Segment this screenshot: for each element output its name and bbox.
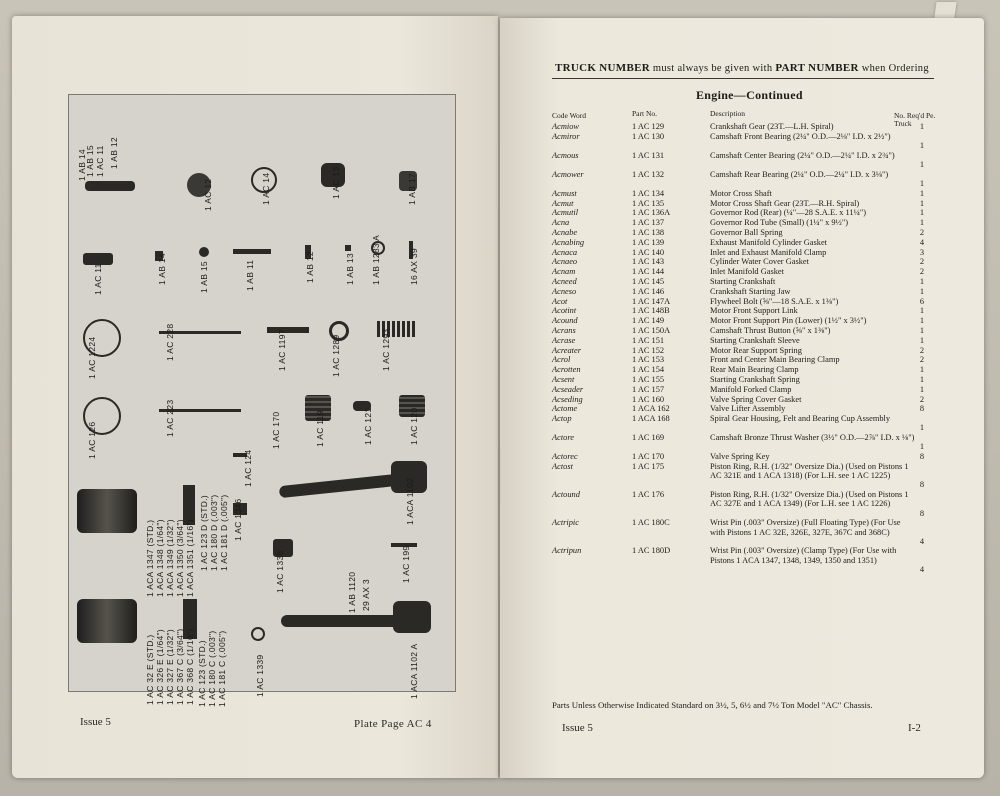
table-row xyxy=(552,326,924,336)
table-row xyxy=(552,546,924,574)
code-word-cell: Actost xyxy=(552,461,573,471)
code-word-cell: Actop xyxy=(552,414,572,424)
header-rule xyxy=(552,78,934,79)
plate-part-label: 1 AC 32 E (STD.) xyxy=(145,634,155,705)
quantity-cell: 2 xyxy=(919,267,924,277)
table-row xyxy=(552,248,924,258)
part-number-cell: 1 AC 152 xyxy=(632,345,665,355)
section-title: Engine—Continued xyxy=(696,88,803,102)
description-cell: Rear Main Bearing Clamp xyxy=(710,365,799,375)
description-cell: Motor Rear Support Spring xyxy=(710,345,802,355)
code-word-cell: Acseader xyxy=(552,384,584,394)
quantity-cell: 2 xyxy=(919,345,924,355)
table-row xyxy=(552,452,924,462)
plate-part-label: 1 AC 223 xyxy=(165,399,175,437)
description-cell: Inlet Manifold Gasket xyxy=(710,267,784,277)
plate-part-label: 1 ACA 1349 (1/32") xyxy=(165,519,175,597)
table-row xyxy=(552,518,924,546)
part-number-cell: 1 AC 137 xyxy=(632,218,665,228)
code-word-cell: Acmust xyxy=(552,188,577,198)
description-cell: Manifold Forked Clamp xyxy=(710,384,792,394)
plate-part-label: 1 ACA 1102 xyxy=(405,477,415,525)
table-row xyxy=(552,490,924,518)
plate-part-label: 1 AC 180 D (.003") xyxy=(209,494,219,571)
code-word-cell: Acnabe xyxy=(552,227,578,237)
table-row xyxy=(552,189,924,199)
part-number-cell: 1 AC 145 xyxy=(632,276,665,286)
description-cell: Starting Crankshaft Sleeve xyxy=(710,335,800,345)
quantity-cell: 1 xyxy=(919,198,924,208)
description-cell: Wrist Pin (.003" Oversize) (Full Floating Type) (For Use with Pistons 1 AC 32E, 326E, 327E, 367C and 368C) xyxy=(710,518,901,537)
description-cell: Motor Cross Shaft Gear (23T.—R.H. Spiral) xyxy=(710,198,860,208)
plate-part-label: 1 AC 1289 xyxy=(331,334,341,377)
piston-part-icon xyxy=(77,599,137,643)
part-number-cell: 1 AC 153 xyxy=(632,355,665,365)
quantity-cell: 1 xyxy=(919,188,924,198)
table-row xyxy=(552,151,924,170)
code-word-cell: Acmutil xyxy=(552,208,579,218)
table-row xyxy=(552,306,924,316)
table-row xyxy=(552,218,924,228)
description-cell: Motor Front Support Pin (Lower) (1½" x 3½") xyxy=(710,316,867,326)
code-word-cell: Acmower xyxy=(552,169,584,179)
part-number-cell: 1 AC 132 xyxy=(632,169,665,179)
description-cell: Flywheel Bolt (⅝"—18 S.A.E. x 1⅜") xyxy=(710,296,839,306)
description-cell: Starting Crankshaft Spring xyxy=(710,374,800,384)
code-word-cell: Acotint xyxy=(552,306,577,316)
description-cell: Motor Cross Shaft xyxy=(710,188,772,198)
right-footer-page: I-2 xyxy=(908,722,921,734)
description-cell: Starting Crankshaft xyxy=(710,276,776,286)
connecting-rod-part-icon xyxy=(281,615,411,627)
plate-part-label: 1 AB 12 xyxy=(305,251,315,283)
plate-part-label: 1 AB 12 xyxy=(109,137,119,169)
code-word-cell: Acreater xyxy=(552,345,581,355)
part-number-cell: 1 AC 176 xyxy=(632,490,665,500)
plate-part-label: 1 AB 14 xyxy=(157,253,167,285)
code-word-cell: Acnaeo xyxy=(552,257,578,267)
quantity-cell: 1 xyxy=(919,208,924,218)
quantity-cell: 1 xyxy=(919,306,924,316)
part-number-cell: 1 AC 175 xyxy=(632,461,665,471)
table-row xyxy=(552,170,924,189)
description-cell: Wrist Pin (.003" Oversize) (Clamp Type) (For Use with Pistons 1 ACA 1347, 1348, 1349, 1350 and 1351) xyxy=(710,546,897,565)
table-row xyxy=(552,257,924,267)
plate-part-label: 1 AC 1346 xyxy=(233,498,243,541)
quantity-cell: 2 xyxy=(919,355,924,365)
code-word-cell: Acneso xyxy=(552,286,577,296)
cap-part-icon xyxy=(199,247,209,257)
plate-part-label: 1 AB 15 xyxy=(199,261,209,293)
quantity-cell: 1 xyxy=(919,286,924,296)
quantity-cell: 1 xyxy=(919,316,924,326)
quantity-cell: 4 xyxy=(919,536,924,546)
plate-part-label: 1 AC 1197 xyxy=(277,329,287,371)
quantity-cell: 1 xyxy=(919,384,924,394)
quantity-cell: 2 xyxy=(919,227,924,237)
code-word-cell: Acrotten xyxy=(552,365,581,375)
plate-part-label: 1 ACA 1350 (3/64") xyxy=(175,519,185,597)
plate-part-label: 1 AC 119 xyxy=(315,410,325,447)
plate-part-label: 1 AC 1293 xyxy=(381,328,391,371)
description-cell: Governor Rod (Rear) (¼"—28 S.A.E. x 11¼") xyxy=(710,208,867,218)
lock-ring-part-icon xyxy=(251,627,265,641)
quantity-cell: 8 xyxy=(919,508,924,518)
code-word-cell: Acot xyxy=(552,296,568,306)
plate-part-label: 1 AC 120 xyxy=(409,407,419,445)
part-number-cell: 1 AC 130 xyxy=(632,131,665,141)
code-word-cell: Acound xyxy=(552,316,578,326)
table-row xyxy=(552,287,924,297)
plate-part-label: 1 AB 15 xyxy=(85,145,95,177)
column-header-part: Part No. xyxy=(632,109,657,118)
quantity-cell: 4 xyxy=(919,237,924,247)
table-row xyxy=(552,433,924,452)
part-number-cell: 1 AC 131 xyxy=(632,150,665,160)
part-number-cell: 1 AC 144 xyxy=(632,267,665,277)
ordering-header xyxy=(555,62,929,74)
plate-part-label: 1 AC 180 C (.003") xyxy=(207,630,217,707)
header-mid-text: must always be given with xyxy=(649,63,776,74)
description-cell: Camshaft Front Bearing (2¼" O.D.—2⅛" I.D. x 2½") xyxy=(710,131,891,141)
description-cell: Camshaft Thrust Button (⅝" x 1⅜") xyxy=(710,325,831,335)
code-word-cell: Actound xyxy=(552,490,580,500)
plate-part-label: 1 AC 181 C (.005") xyxy=(217,630,227,707)
plate-part-label: 1 AB 1283 A xyxy=(371,234,381,285)
plate-part-label: 1 AC 326 E (1/64") xyxy=(155,629,165,705)
table-row xyxy=(552,346,924,356)
plate-part-label: 1 AC 170 xyxy=(271,411,281,449)
table-row xyxy=(552,316,924,326)
quantity-cell: 1 xyxy=(919,365,924,375)
chassis-footnote: Parts Unless Otherwise Indicated Standard on 3½, 5, 6½ and 7½ Ton Model "AC" Chassis. xyxy=(552,700,873,710)
quantity-cell: 2 xyxy=(919,257,924,267)
code-word-cell: Acmut xyxy=(552,198,574,208)
plate-part-label: 1 AC 327 E (1/32") xyxy=(165,629,175,705)
quantity-cell: 1 xyxy=(919,325,924,335)
part-number-cell: 1 AC 150A xyxy=(632,325,671,335)
code-word-cell: Acmiror xyxy=(552,131,580,141)
description-cell: Camshaft Center Bearing (2¼" O.D.—2¼" I.D. x 2¾") xyxy=(710,150,895,160)
quantity-cell: 4 xyxy=(919,564,924,574)
plate-part-label: 1 AC 367 C (3/64") xyxy=(175,628,185,705)
description-cell: Valve Spring Cover Gasket xyxy=(710,394,802,404)
plate-part-label: 1 AC 126 xyxy=(87,421,97,459)
left-footer-issue: Issue 5 xyxy=(80,716,111,728)
quantity-cell: 1 xyxy=(919,122,924,131)
right-footer-issue: Issue 5 xyxy=(562,722,593,734)
plate-part-label: 1 AB 11 xyxy=(245,259,255,291)
description-cell: Camshaft Bronze Thrust Washer (3½" O.D.—2⅞" I.D. x ⅛") xyxy=(710,433,915,443)
plate-part-label: 1 AC 1338 xyxy=(275,550,285,593)
table-row xyxy=(552,267,924,277)
plate-part-label: 1 AC 123 (STD.) xyxy=(197,640,207,707)
part-number-cell: 1 AC 180D xyxy=(632,546,671,556)
part-number-cell: 1 AC 160 xyxy=(632,394,665,404)
part-number-cell: 1 AC 139 xyxy=(632,237,665,247)
plate-part-label: 1 ACA 1102 A xyxy=(409,643,419,699)
plate-part-label: 1 AC 121 xyxy=(363,407,373,445)
plate-part-label: 1 AC 123 D (STD.) xyxy=(199,495,209,571)
table-row xyxy=(552,365,924,375)
plate-part-label: 1 AC 14 xyxy=(261,172,271,205)
description-cell: Front and Center Main Bearing Clamp xyxy=(710,355,840,365)
table-row xyxy=(552,297,924,307)
header-suffix-text: when Ordering xyxy=(858,63,929,74)
table-row xyxy=(552,336,924,346)
plate-part-label: 1 AC 11 xyxy=(93,263,103,295)
plate-part-label: 1 AC 368 C (1/16") xyxy=(185,628,195,705)
column-header-quantity: No. Req'd Pe. Truck xyxy=(894,111,936,128)
part-number-cell: 1 AC 138 xyxy=(632,227,665,237)
quantity-cell: 1 xyxy=(919,218,924,228)
table-row xyxy=(552,228,924,238)
code-word-cell: Acnaca xyxy=(552,247,578,257)
quantity-cell: 1 xyxy=(919,159,924,169)
description-cell: Governor Ball Spring xyxy=(710,227,783,237)
description-cell: Motor Front Support Link xyxy=(710,306,798,316)
column-header-code: Code Word xyxy=(552,111,587,120)
part-number-cell: 1 AC 154 xyxy=(632,365,665,375)
left-footer-plate-page: Plate Page AC 4 xyxy=(354,718,432,730)
pin-part-icon xyxy=(345,245,351,251)
table-row xyxy=(552,385,924,395)
description-cell: Inlet and Exhaust Manifold Clamp xyxy=(710,247,827,257)
description-cell: Spiral Gear Housing, Felt and Bearing Cup Assembly xyxy=(710,414,891,424)
plate-part-label: 1 ACA 1348 (1/64") xyxy=(155,519,165,597)
parts-table xyxy=(552,122,924,575)
description-cell: Governor Rod Tube (Small) (1¼" x 9½") xyxy=(710,218,849,228)
code-word-cell: Acrans xyxy=(552,325,576,335)
plate-part-label: 1 AC 199 xyxy=(401,545,411,583)
plate-part-label: 1 AB 13 xyxy=(345,253,355,285)
table-row xyxy=(552,414,924,433)
table-row xyxy=(552,122,924,132)
part-number-cell: 1 AC 180C xyxy=(632,518,670,528)
plate-part-label: 16 AX 39 xyxy=(409,248,419,285)
rod-part-icon xyxy=(233,249,271,254)
column-header-description: Description xyxy=(710,109,745,118)
quantity-cell: 8 xyxy=(919,452,924,462)
description-cell: Piston Ring, R.H. (1/32" Oversize Dia.) (Used on Pistons 1 AC 327E and 1 ACA 1349) (For L.H. see 1 AC 1226) xyxy=(710,490,909,509)
table-row xyxy=(552,462,924,490)
table-row xyxy=(552,277,924,287)
code-word-cell: Acsent xyxy=(552,374,575,384)
part-number-cell: 1 AC 143 xyxy=(632,257,665,267)
plate-part-label: 1 AB 14 xyxy=(77,149,87,181)
table-row xyxy=(552,375,924,385)
description-cell: Crankshaft Gear (23T.—L.H. Spiral) xyxy=(710,122,834,131)
code-word-cell: Acneed xyxy=(552,276,577,286)
part-number-cell: 1 AC 147A xyxy=(632,296,671,306)
code-word-cell: Actripun xyxy=(552,546,582,556)
header-truck-number: TRUCK NUMBER xyxy=(555,62,650,74)
quantity-cell: 8 xyxy=(919,480,924,490)
plate-part-label: 1 ACA 1347 (STD.) xyxy=(145,519,155,597)
code-word-cell: Actorec xyxy=(552,452,578,462)
description-cell: Exhaust Manifold Cylinder Gasket xyxy=(710,237,827,247)
part-number-cell: 1 AC 146 xyxy=(632,286,665,296)
part-number-cell: 1 AC 129 xyxy=(632,122,665,131)
plate-part-label: 1 AB 1120 xyxy=(347,571,357,613)
plate-part-label: 1 AC 124 xyxy=(243,449,253,487)
quantity-cell: 1 xyxy=(919,423,924,433)
quantity-cell: 6 xyxy=(919,296,924,306)
part-number-cell: 1 AC 151 xyxy=(632,335,665,345)
plate-part-label: 29 AX 3 xyxy=(361,579,371,611)
description-cell: Crankshaft Starting Jaw xyxy=(710,286,791,296)
plate-part-label: 1 AC 11 xyxy=(95,145,105,177)
part-number-cell: 1 AC 155 xyxy=(632,374,665,384)
quantity-cell: 1 xyxy=(919,442,924,452)
plate-part-label: 1 AC 13 xyxy=(331,166,341,199)
code-word-cell: Acna xyxy=(552,218,570,228)
description-cell: Valve Spring Key xyxy=(710,452,770,462)
part-number-cell: 1 AC 149 xyxy=(632,316,665,326)
part-number-cell: 1 AC 169 xyxy=(632,433,665,443)
plate-part-label: 1 AB 17 xyxy=(407,173,417,205)
code-word-cell: Actome xyxy=(552,404,578,414)
description-cell: Valve Lifter Assembly xyxy=(710,404,786,414)
code-word-cell: Acmous xyxy=(552,150,579,160)
plate-part-label: 1 ACA 1351 (1/16") xyxy=(185,519,195,597)
valve-part-icon xyxy=(85,181,135,191)
header-part-number: PART NUMBER xyxy=(775,62,859,74)
plate-part-label: 1 AC 12 xyxy=(203,178,213,211)
code-word-cell: Acrol xyxy=(552,355,571,365)
code-word-cell: Actore xyxy=(552,433,575,443)
quantity-cell: 8 xyxy=(919,404,924,414)
bolt-part-icon xyxy=(267,327,309,333)
part-number-cell: 1 AC 136A xyxy=(632,208,671,218)
quantity-cell: 3 xyxy=(919,247,924,257)
plate-part-label: 1 AC 1224 xyxy=(87,336,97,379)
part-number-cell: 1 AC 157 xyxy=(632,384,665,394)
table-row xyxy=(552,208,924,218)
piston-part-icon xyxy=(77,489,137,533)
part-number-cell: 1 ACA 168 xyxy=(632,414,670,424)
plate-part-label: 1 AC 1339 xyxy=(255,654,265,697)
description-cell: Camshaft Rear Bearing (2¼" O.D.—2¼" I.D. x 3⅛") xyxy=(710,169,889,179)
part-number-cell: 1 AC 170 xyxy=(632,452,665,462)
part-number-cell: 1 AC 135 xyxy=(632,198,665,208)
plate-part-label: 1 AC 181 D (.005") xyxy=(219,494,229,571)
description-cell: Cylinder Water Cover Gasket xyxy=(710,257,809,267)
parts-plate-photo xyxy=(68,94,456,707)
table-row xyxy=(552,132,924,151)
part-number-cell: 1 AC 134 xyxy=(632,188,665,198)
quantity-cell: 1 xyxy=(919,374,924,384)
quantity-cell: 2 xyxy=(919,394,924,404)
code-word-cell: Acseding xyxy=(552,394,583,404)
code-word-cell: Acmiow xyxy=(552,122,579,131)
code-word-cell: Acnam xyxy=(552,267,576,277)
part-number-cell: 1 AC 148B xyxy=(632,306,670,316)
part-number-cell: 1 AC 140 xyxy=(632,247,665,257)
connecting-rod-end-icon xyxy=(393,601,431,633)
plate-part-label: 1 AC 228 xyxy=(165,323,175,361)
quantity-cell: 1 xyxy=(919,276,924,286)
table-row xyxy=(552,404,924,414)
quantity-cell: 1 xyxy=(919,140,924,150)
code-word-cell: Acrase xyxy=(552,335,576,345)
part-number-cell: 1 ACA 162 xyxy=(632,404,670,414)
table-row xyxy=(552,395,924,405)
table-row xyxy=(552,238,924,248)
table-row xyxy=(552,199,924,209)
table-row xyxy=(552,355,924,365)
code-word-cell: Actripic xyxy=(552,518,579,528)
code-word-cell: Acnabing xyxy=(552,237,585,247)
description-cell: Piston Ring, R.H. (1/32" Oversize Dia.) (Used on Pistons 1 AC 321E and 1 ACA 1318) (For L.H. see 1 AC 1225) xyxy=(710,461,909,481)
quantity-cell: 1 xyxy=(919,335,924,345)
quantity-cell: 1 xyxy=(919,178,924,188)
